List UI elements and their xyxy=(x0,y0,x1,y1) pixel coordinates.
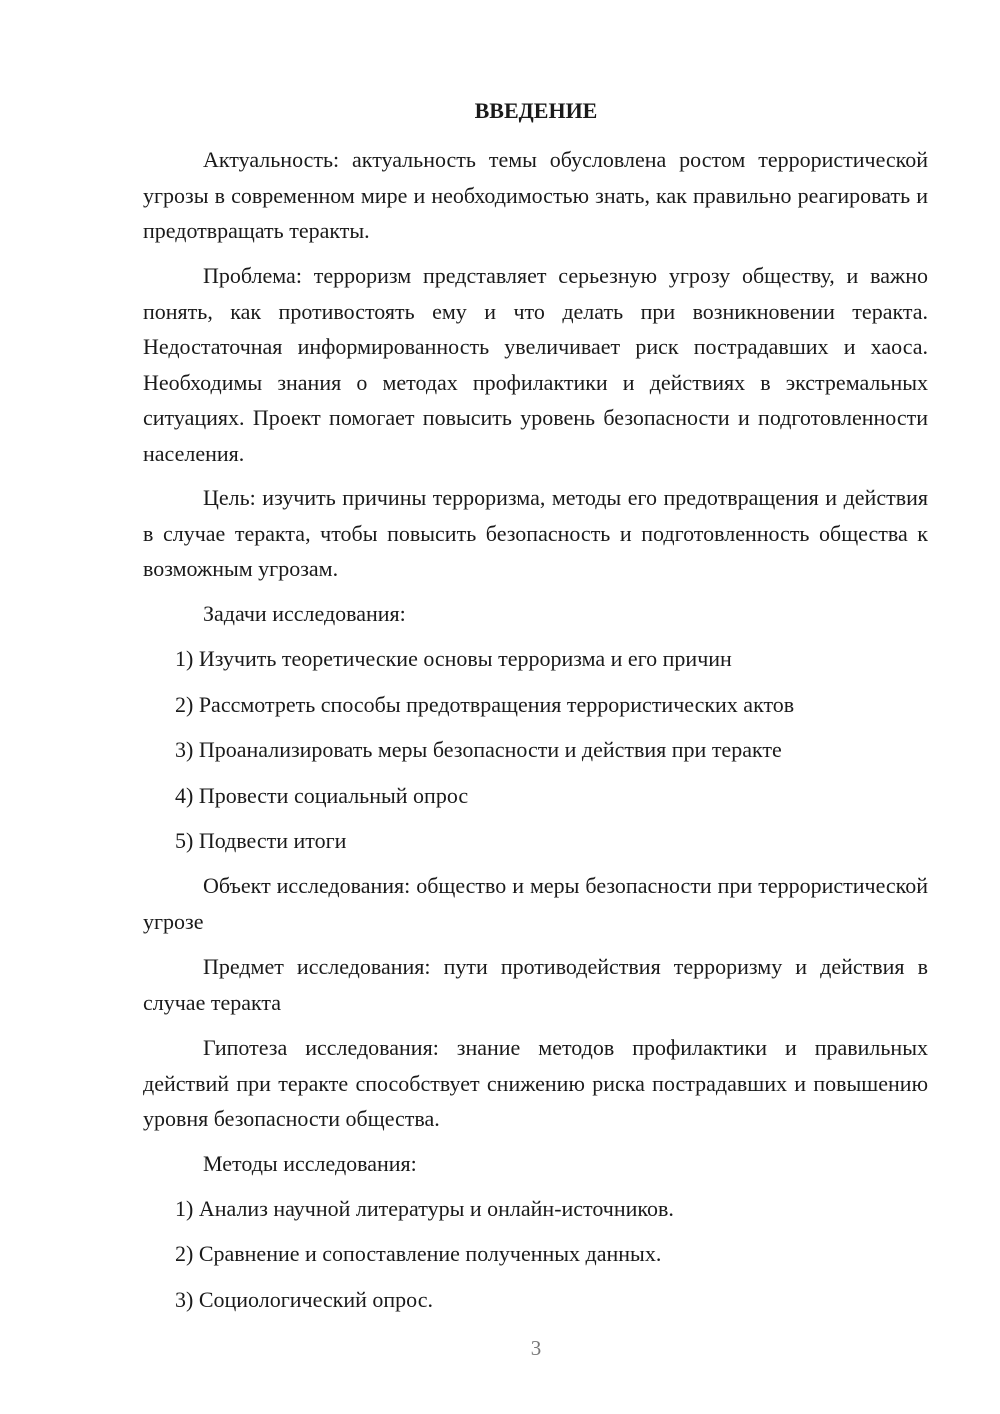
method-item: 3) Социологический опрос. xyxy=(175,1287,433,1312)
object-paragraph: Объект исследования: общество и меры безопасности при террористической угрозе xyxy=(143,873,928,934)
task-item: 5) Подвести итоги xyxy=(175,828,347,853)
tasks-heading: Задачи исследования: xyxy=(203,601,406,626)
goal-paragraph: Цель: изучить причины терроризма, методы его предотвращения и действия в случае теракта, чтобы повысить безопасность и подготовленность общества к возможным угрозам. xyxy=(143,485,928,581)
problem-paragraph: Проблема: терроризм представляет серьезную угрозу обществу, и важно понять, как противостоять ему и что делать при возникновении теракта. Недостаточная информированность увеличивает риск пострадавших и хаоса. Необходимы знания о методах профилактики и действиях в экстремальных ситуациях. Проект помогает повысить уровень безопасности и подготовленности населения. xyxy=(143,263,928,466)
task-item: 4) Провести социальный опрос xyxy=(175,783,469,808)
relevance-paragraph: Актуальность: актуальность темы обусловлена ростом террористической угрозы в современном мире и необходимостью знать, как правильно реагировать и предотвращать теракты. xyxy=(143,147,928,243)
task-item: 3) Проанализировать меры безопасности и действия при теракте xyxy=(175,737,782,762)
hypothesis-paragraph: Гипотеза исследования: знание методов профилактики и правильных действий при теракте способствует снижению риска пострадавших и повышению уровня безопасности общества. xyxy=(143,1035,928,1131)
method-item: 2) Сравнение и сопоставление полученных данных. xyxy=(175,1241,662,1266)
page-number: 3 xyxy=(530,1336,542,1360)
section-title: ВВЕДЕНИЕ xyxy=(474,98,598,123)
subject-paragraph: Предмет исследования: пути противодействия терроризму и действия в случае теракта xyxy=(143,954,928,1015)
task-item: 2) Рассмотреть способы предотвращения террористических актов xyxy=(175,692,795,717)
method-item: 1) Анализ научной литературы и онлайн-источников. xyxy=(175,1196,674,1221)
methods-heading: Методы исследования: xyxy=(203,1151,417,1176)
task-item: 1) Изучить теоретические основы терроризма и его причин xyxy=(175,646,732,671)
